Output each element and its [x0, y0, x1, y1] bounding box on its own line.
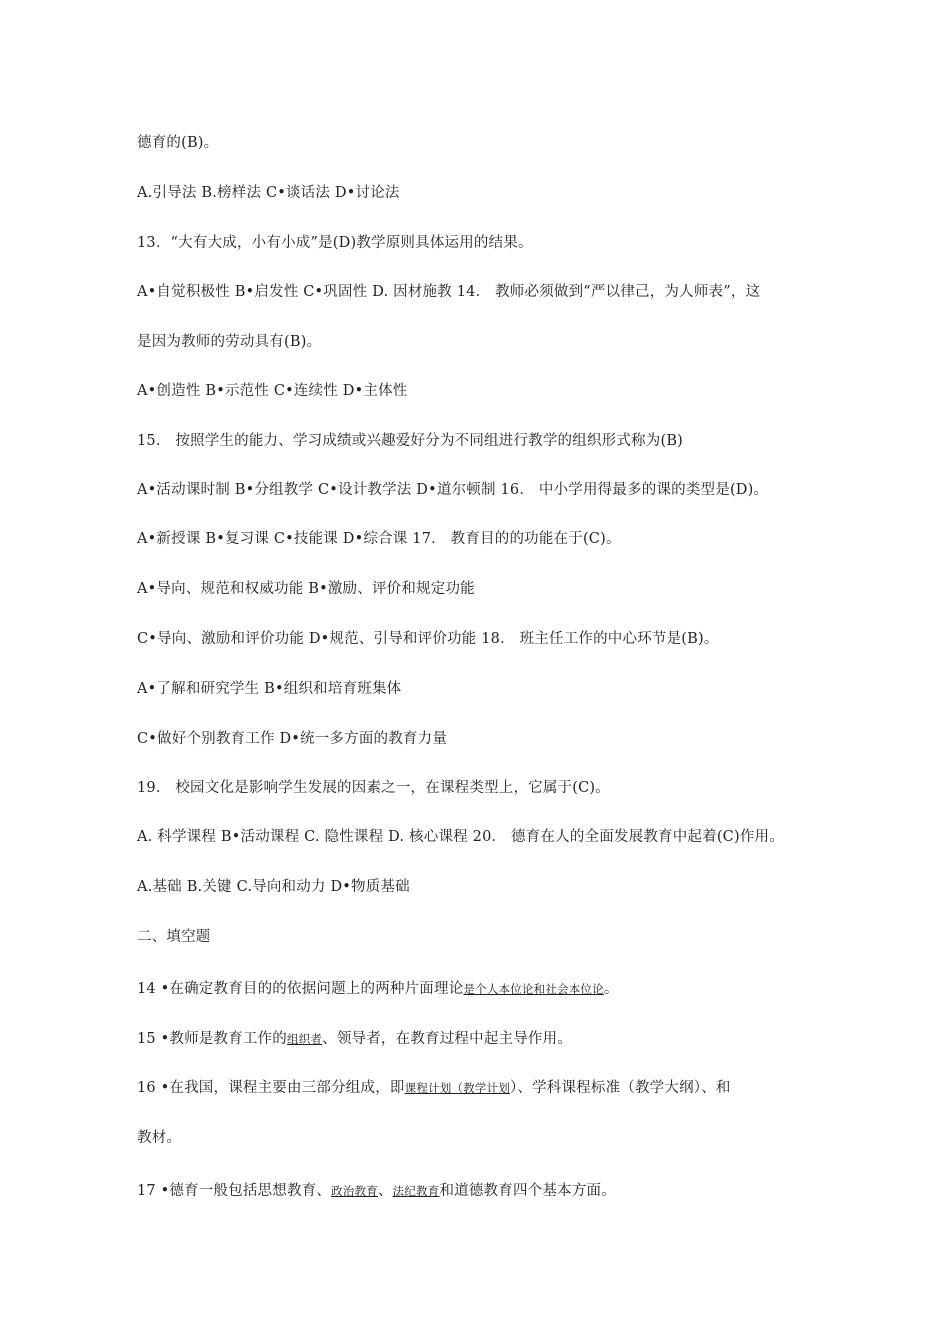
text-line-4: A•自觉积极性 B•启发性 C•巩固性 D. 因材施教 14． 教师必须做到“严以律己，为人师表”，这 [137, 284, 761, 300]
fill-text: 、 [377, 1183, 393, 1199]
text-line-1: 德育的(B)。 [137, 135, 219, 151]
fill-text: ）、学科课程标准（教学大纲）、和 [509, 1080, 731, 1096]
fill-text: 15 •教师是教育工作的 [137, 1031, 288, 1047]
fill-question-16-continued: 教材。 [137, 1130, 182, 1146]
fill-question-17 [137, 1181, 837, 1201]
fill-question-14 [137, 979, 837, 999]
text-line-12: A•了解和研究学生 B•组织和培育班集体 [137, 681, 402, 697]
fill-answer: 政治教育 [331, 1184, 378, 1198]
text-line-2: A.引导法 B.榜样法 C•谈话法 D•讨论法 [137, 185, 400, 201]
fill-text: 16 •在我国，课程主要由三部分组成，即 [137, 1080, 405, 1096]
question-19: 19． 校园文化是影响学生发展的因素之一，在课程类型上，它属于(C)。 [137, 780, 610, 796]
text-line-13: C•做好个别教育工作 D•统一多方面的教育力量 [137, 731, 448, 747]
text-line-6: A•创造性 B•示范性 C•连续性 D•主体性 [137, 383, 408, 399]
question-13: 13．“大有大成，小有小成”是(D)教学原则具体运用的结果。 [137, 235, 533, 251]
fill-text: 和道德教育四个基本方面。 [439, 1183, 616, 1199]
text-line-10: A•导向、规范和权威功能 B•激励、评价和规定功能 [137, 581, 475, 597]
fill-question-15 [137, 1029, 837, 1049]
fill-text: 17 •德育一般包括思想教育、 [137, 1183, 332, 1199]
fill-text: 、领导者，在教育过程中起主导作用。 [322, 1031, 573, 1047]
text-line-5: 是因为教师的劳动具有(B)。 [137, 334, 322, 350]
fill-text: 。 [603, 981, 619, 997]
fill-answer: 组织者 [287, 1032, 323, 1046]
fill-question-16 [137, 1078, 837, 1098]
text-line-15: A. 科学课程 B•活动课程 C. 隐性课程 D. 核心课程 20． 德育在人的全面发展教育中起着(C)作用。 [137, 829, 784, 845]
text-line-9: A•新授课 B•复习课 C•技能课 D•综合课 17． 教育目的的功能在于(C)。 [137, 531, 621, 547]
text-line-8: A•活动课时制 B•分组教学 C•设计教学法 D•道尔顿制 16． 中小学用得最多的课的类型是(D)。 [137, 482, 769, 498]
section-heading: 二、填空题 [137, 929, 211, 945]
fill-answer: 是个人本位论和社会本位论 [463, 982, 604, 996]
fill-answer: 法纪教育 [392, 1184, 440, 1198]
text-line-11: C•导向、激励和评价功能 D•规范、引导和评价功能 18． 班主任工作的中心环节是(B)。 [137, 631, 719, 647]
fill-text: 14 •在确定教育目的的依据问题上的两种片面理论 [137, 981, 464, 997]
fill-answer: 课程计划（教学计划 [404, 1081, 510, 1095]
question-15: 15． 按照学生的能力、学习成绩或兴趣爱好分为不同组进行教学的组织形式称为(B) [137, 433, 684, 449]
text-line-16: A.基础 B.关键 C.导向和动力 D•物质基础 [137, 879, 410, 895]
